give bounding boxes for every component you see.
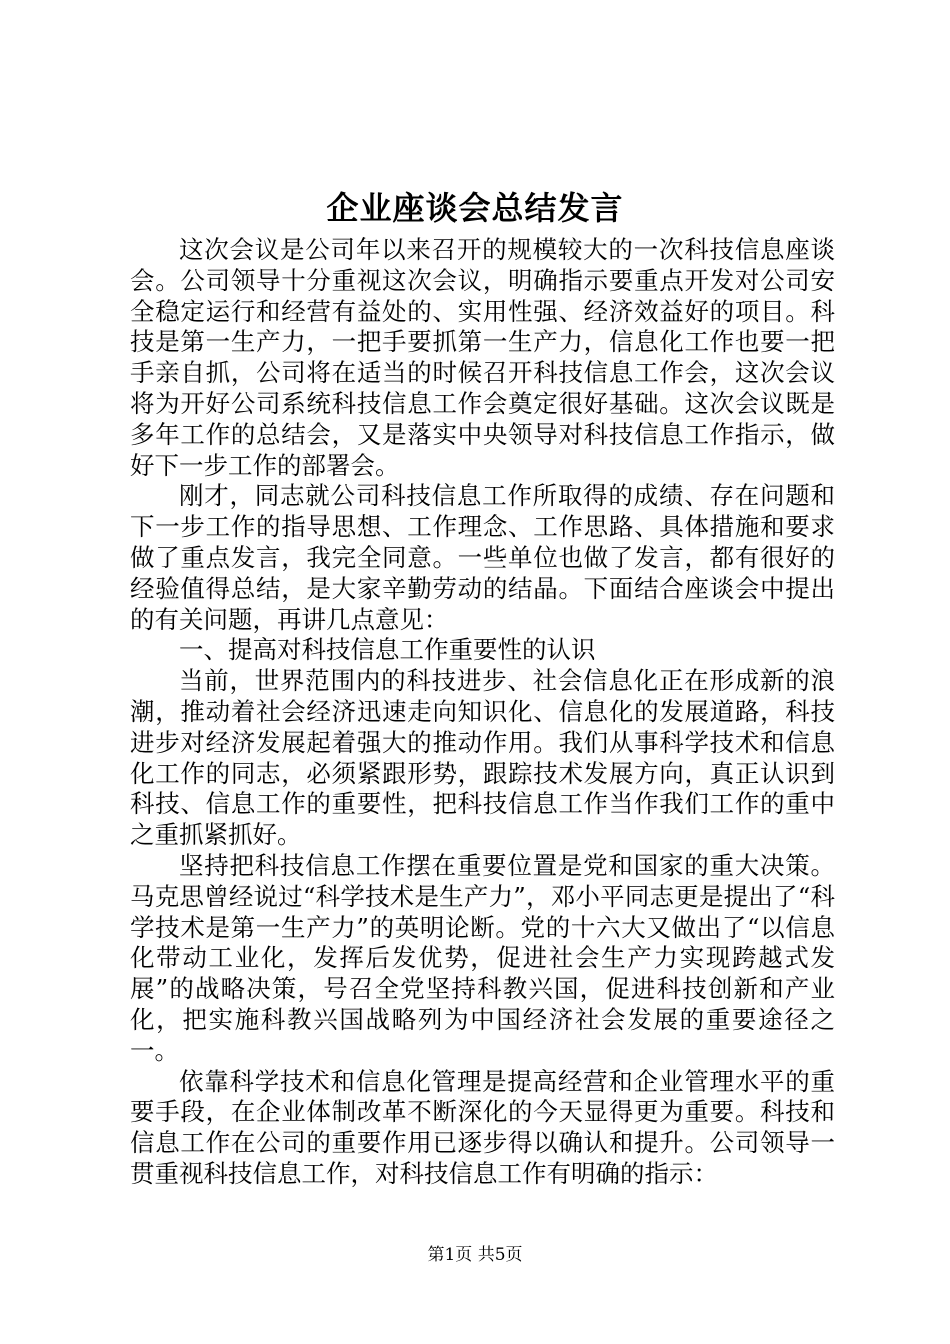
paragraph-1: 这次会议是公司年以来召开的规模较大的一次科技信息座谈会。公司领导十分重视这次会议，明确指示要重点开发对公司安全稳定运行和经营有益处的、实用性强、经济效益好的项目。科技是第一生产力，一把手要抓第一生产力，信息化工作也要一把手亲自抓，公司将在适当的时候召开科技信息工作会，这次会议将为开好公司系统科技信息工作会奠定很好基础。这次会议既是多年工作的总结会，又是落实中央领导对科技信息工作指示，做好下一步工作的部署会。	[130, 235, 835, 480]
document-body	[130, 235, 835, 1190]
paragraph-5: 依靠科学技术和信息化管理是提高经营和企业管理水平的重要手段，在企业体制改革不断深化的今天显得更为重要。科技和信息工作在公司的重要作用已逐步得以确认和提升。公司领导一贯重视科技信息工作，对科技信息工作有明确的指示：	[130, 1066, 835, 1188]
page-number-footer: 第1页 共5页	[427, 1245, 523, 1265]
paragraph-3: 当前，世界范围内的科技进步、社会信息化正在形成新的浪潮，推动着社会经济迅速走向知识化、信息化的发展道路，科技进步对经济发展起着强大的推动作用。我们从事科学技术和信息化工作的同志，必须紧跟形势，跟踪技术发展方向，真正认识到科技、信息工作的重要性，把科技信息工作当作我们工作的重中之重抓紧抓好。	[130, 666, 835, 850]
paragraph-2: 刚才，同志就公司科技信息工作所取得的成绩、存在问题和下一步工作的指导思想、工作理念、工作思路、具体措施和要求做了重点发言，我完全同意。一些单位也做了发言，都有很好的经验值得总结，是大家辛勤劳动的结晶。下面结合座谈会中提出的有关问题，再讲几点意见：	[130, 481, 835, 634]
section-heading-1: 一、提高对科技信息工作重要性的认识	[179, 635, 596, 665]
document-title: 企业座谈会总结发言	[326, 189, 624, 227]
paragraph-4: 坚持把科技信息工作摆在重要位置是党和国家的重大决策。马克思曾经说过“科学技术是生产力”，邓小平同志更是提出了“科学技术是第一生产力”的英明论断。党的十六大又做出了“以信息化带动工业化，发挥后发优势，促进社会生产力实现跨越式发展”的战略决策，号召全党坚持科教兴国，促进科技创新和产业化，把实施科教兴国战略列为中国经济社会发展的重要途径之一。	[130, 850, 835, 1065]
